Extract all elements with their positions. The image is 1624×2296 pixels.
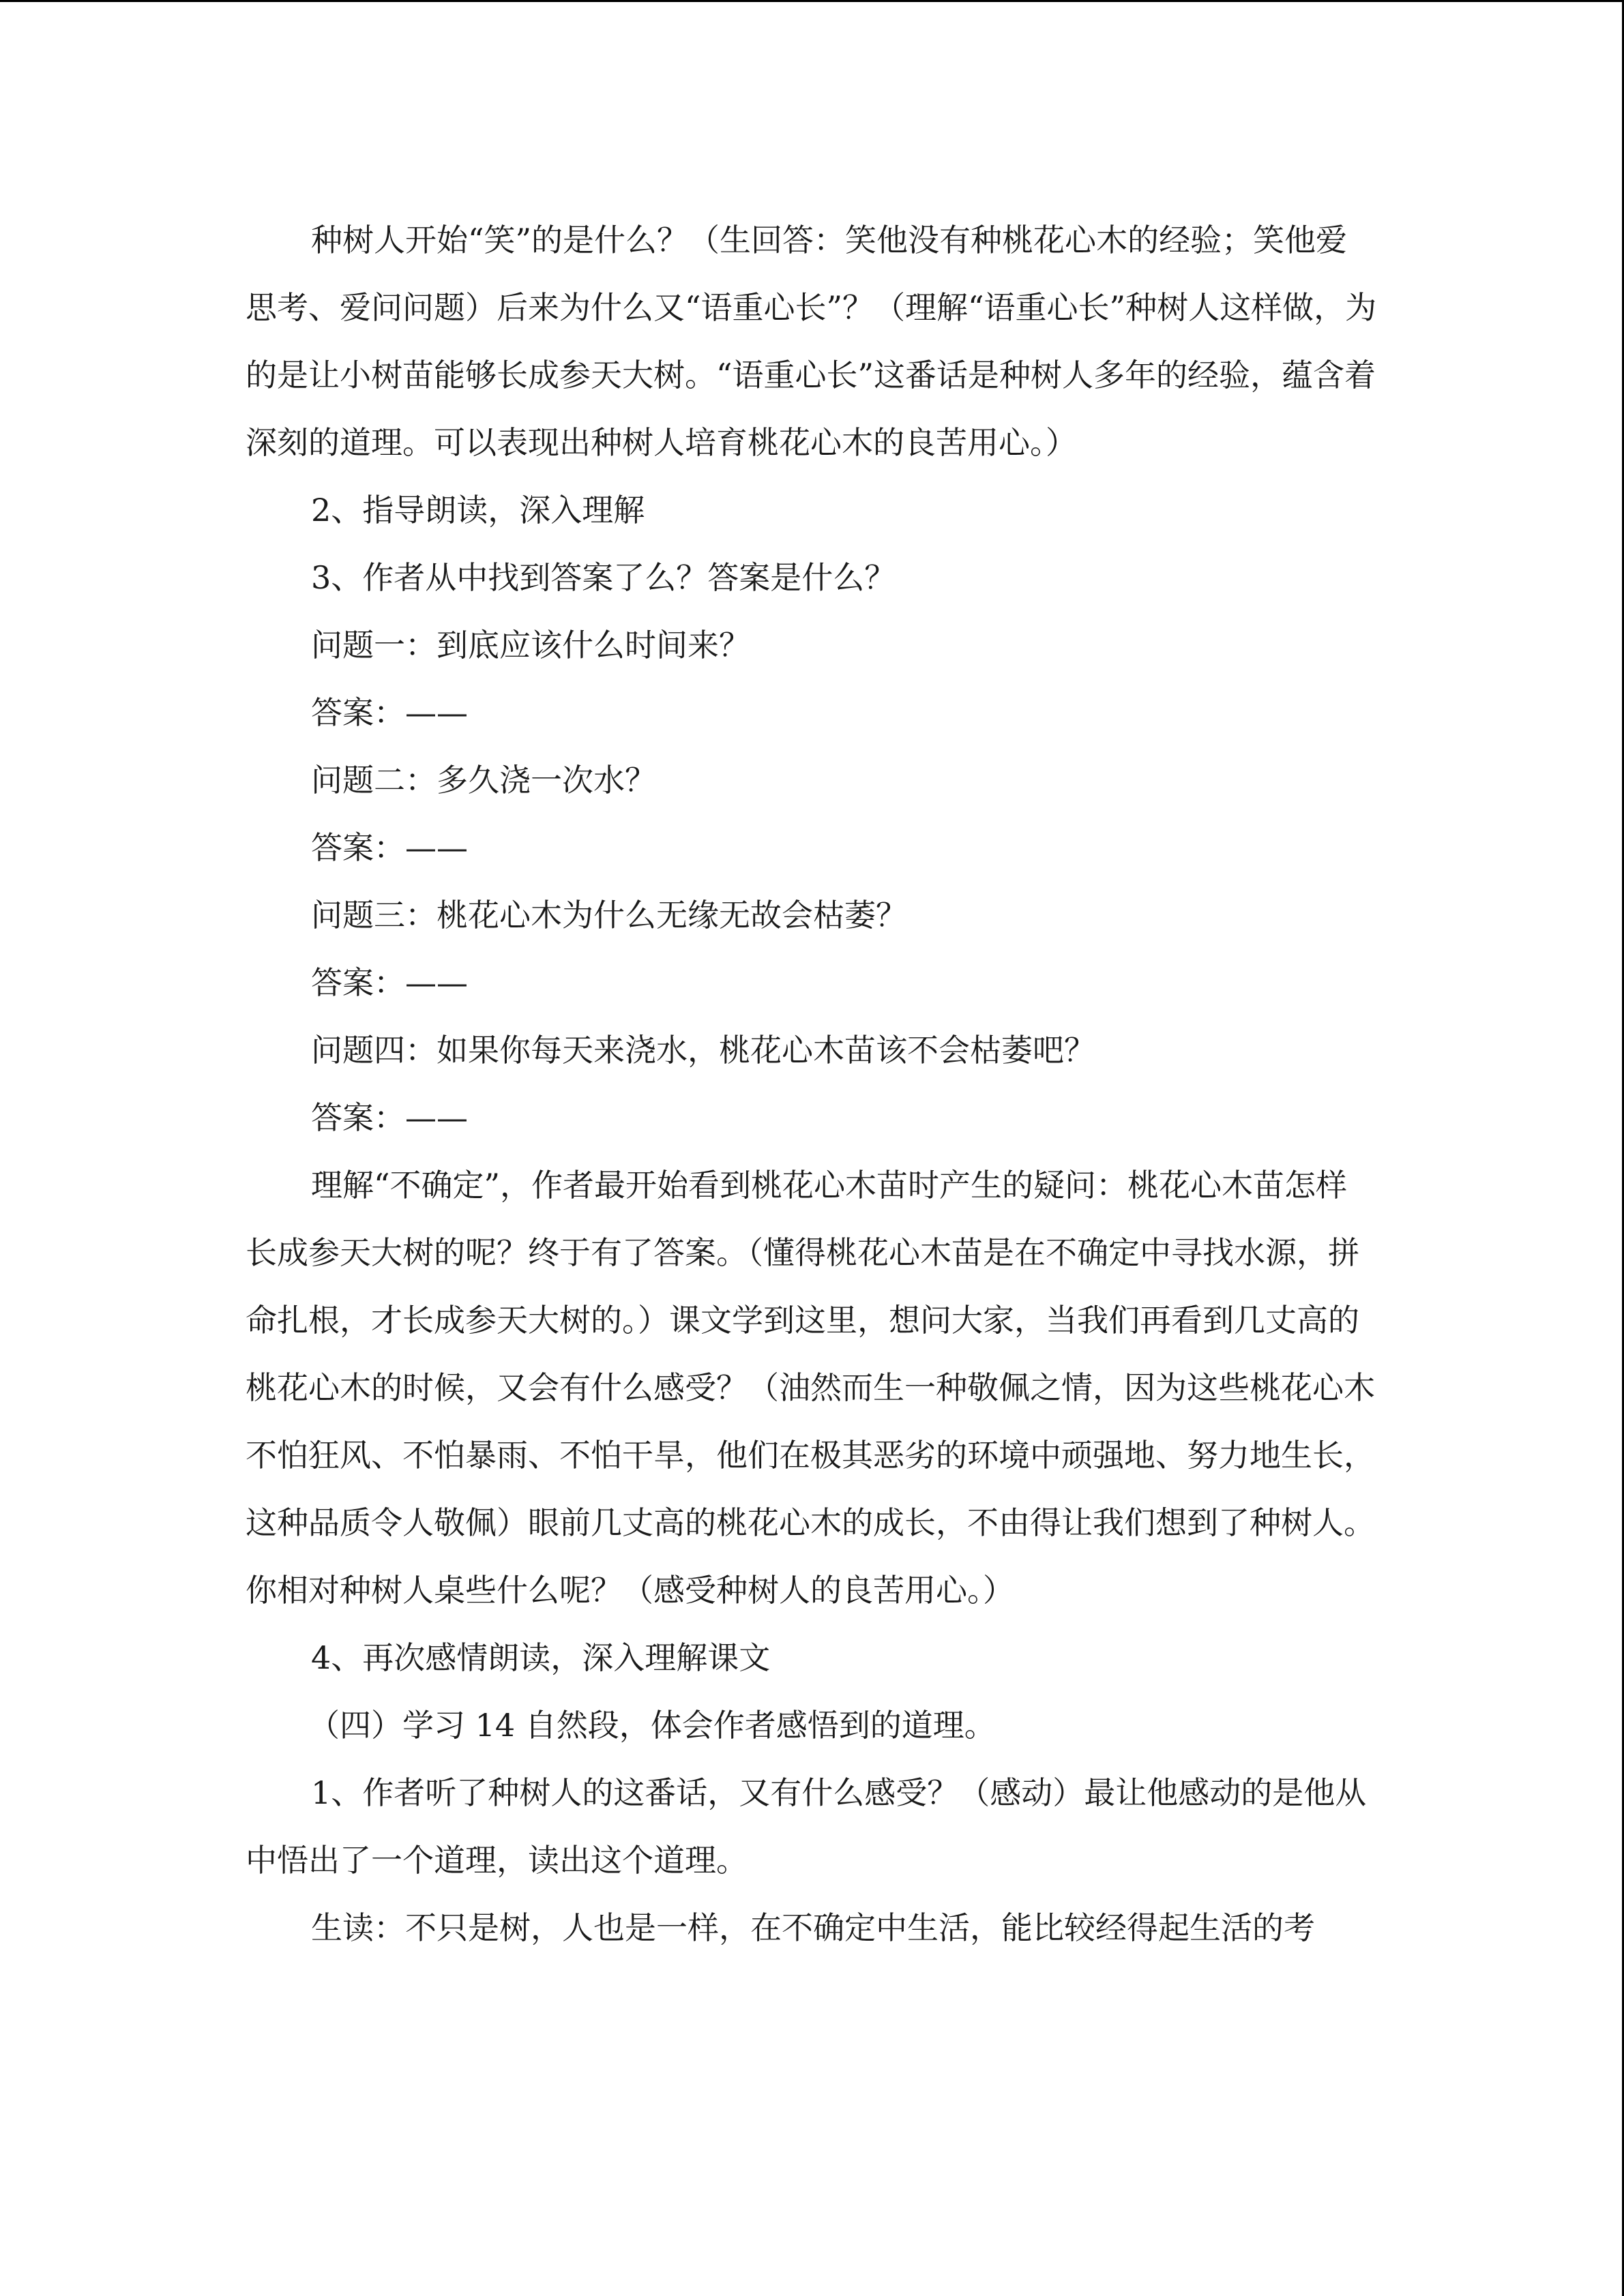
question-4: 问题四：如果你每天来浇水，桃花心木苗该不会枯萎吧？ — [311, 1032, 1095, 1069]
document-body — [246, 207, 1378, 1962]
paragraph-4: 4、再次感情朗读，深入理解课文 — [311, 1639, 771, 1676]
answer-3: 答案：—— — [311, 964, 468, 1001]
paragraph-6: 生读：不只是树，人也是一样，在不确定中生活，能比较经得起生活的考 — [311, 1909, 1315, 1946]
answer-2: 答案：—— — [311, 829, 468, 866]
section-heading-4: （四）学习 14 自然段，体会作者感悟到的道理。 — [308, 1707, 996, 1744]
answer-1: 答案：—— — [311, 694, 468, 731]
answer-4: 答案：—— — [311, 1099, 468, 1136]
paragraph-2: 2、指导朗读，深入理解 — [311, 492, 645, 528]
paragraph-1: 种树人开始“笑”的是什么？（生回答：笑他没有种桃花心木的经验；笑他爱思考、爱问问题）后来为什么又“语重心长”？（理解“语重心长”种树人这样做，为的是让小树苗能够长成参天大树。“语重心长”这番话是种树人多年的经验，蕴含着深刻的道理。可以表现出种树人培育桃花心木的良苦用心。） — [246, 222, 1377, 461]
paragraph-understanding: 理解“不确定”，作者最开始看到桃花心木苗时产生的疑问：桃花心木苗怎样长成参天大树的呢？终于有了答案。（懂得桃花心木苗是在不确定中寻找水源，拼命扎根，才长成参天大树的。）课文学到这里，想问大家，当我们再看到几丈高的桃花心木的时候，又会有什么感受？（油然而生一种敬佩之情，因为这些桃花心木不怕狂风、不怕暴雨、不怕干旱，他们在极其恶劣的环境中顽强地、努力地生长，这种品质令人敬佩）眼前几丈高的桃花心木的成长，不由得让我们想到了种树人。你相对种树人桌些什么呢？（感受种树人的良苦用心。） — [246, 1167, 1375, 1609]
paragraph-3: 3、作者从中找到答案了么？答案是什么？ — [311, 559, 896, 596]
question-3: 问题三：桃花心木为什么无缘无故会枯萎？ — [311, 897, 907, 934]
question-1: 问题一：到底应该什么时间来？ — [311, 627, 750, 664]
question-2: 问题二：多久浇一次水？ — [311, 762, 656, 799]
paragraph-5: 1、作者听了种树人的这番话，又有什么感受？（感动）最让他感动的是他从中悟出了一个道理，读出这个道理。 — [246, 1774, 1367, 1879]
